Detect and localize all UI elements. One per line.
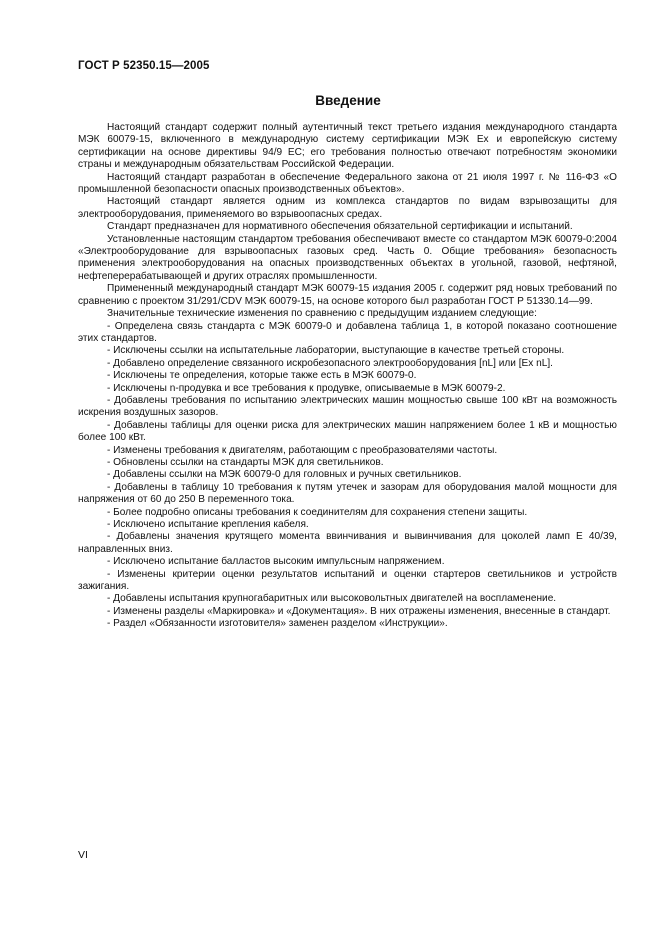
list-item: - Изменены разделы «Маркировка» и «Документация». В них отражены изменения, внесенные в стандарт. (107, 605, 611, 617)
list-item: - Добавлены требования по испытанию электрических машин мощностью свыше 100 кВт на возможность искрения воздушных зазоров. (78, 394, 617, 419)
paragraph: Настоящий стандарт является одним из комплекса стандартов по видам взрывозащиты для электрооборудования, применяемого во взрывоопасных средах. (78, 196, 617, 220)
paragraph: Стандарт предназначен для нормативного обеспечения обязательной сертификации и испытаний. (107, 221, 573, 233)
section-title: Введение (315, 93, 381, 108)
list-item: - Исключены ссылки на испытательные лаборатории, выступающие в качестве третьей стороны. (107, 345, 565, 357)
list-item: - Обновлены ссылки на стандарты МЭК для светильников. (107, 456, 384, 468)
paragraph: Настоящий стандарт содержит полный аутентичный текст третьего издания международного стандарта МЭК 60079-15, включенного в международную систему сертификации МЭК Ex и европейскую систему сертификации на основе директивы 94/9 EC; его требования полностью отвечают потребностям экономики страны и международным обязательствам Российской Федерации. (78, 122, 617, 171)
paragraph: Установленные настоящим стандартом требования обеспечивают вместе со стандартом МЭК 60079-0:2004 «Электрооборудование для взрывоопасных газовых сред. Часть 0. Общие требования» безопасность применения электрооборудования на опасных производственных объектах в угольной, газовой, нефтяной, нефтеперерабатывающей и других отраслях промышленности. (78, 233, 617, 282)
document-body (78, 122, 617, 631)
list-item: - Добавлены испытания крупногабаритных или высоковольтных двигателей на воспламенение. (107, 593, 557, 605)
list-item: - Добавлены значения крутящего момента ввинчивания и вывинчивания для цоколей ламп Е 40/39, направленных вниз. (78, 531, 617, 555)
list-item: - Исключено испытание балластов высоким импульсным напряжением. (107, 556, 445, 568)
list-item: - Определена связь стандарта с МЭК 60079-0 и добавлена таблица 1, в которой показано соотношение этих стандартов. (78, 320, 617, 344)
page-number: VI (78, 849, 88, 861)
paragraph: Настоящий стандарт разработан в обеспечение Федерального закона от 21 июля 1997 г. № 116-ФЗ «О промышленной безопасности опасных производственных объектов». (78, 171, 617, 196)
list-item: - Раздел «Обязанности изготовителя» заменен разделом «Инструкции». (107, 618, 448, 630)
document-header: ГОСТ Р 52350.15—2005 (78, 60, 210, 72)
list-item: - Более подробно описаны требования к соединителям для сохранения степени защиты. (107, 506, 528, 518)
list-item: - Исключено испытание крепления кабеля. (107, 519, 309, 530)
list-item: - Добавлены в таблицу 10 требования к путям утечек и зазорам для оборудования малой мощности для напряжения от 60 до 250 В переменного тока. (78, 481, 617, 506)
list-item: - Добавлено определение связанного искробезопасного электрооборудования [nL] или [Ex nL]. (107, 357, 553, 369)
list-item: - Добавлены ссылки на МЭК 60079-0 для головных и ручных светильников. (107, 469, 462, 481)
list-item: - Исключены те определения, которые также есть в МЭК 60079-0. (107, 370, 417, 382)
list-item: - Добавлены таблицы для оценки риска для электрических машин напряжением более 1 кВ и мощностью более 100 кВт. (78, 419, 617, 444)
list-item: - Изменены критерии оценки результатов испытаний и оценки стартеров светильников и устройств зажигания. (78, 568, 617, 593)
list-item: - Исключены n-продувка и все требования к продувке, описываемые в МЭК 60079-2. (107, 382, 506, 394)
list-item: - Изменены требования к двигателям, работающим с преобразователями частоты. (107, 444, 498, 456)
paragraph: Примененный международный стандарт МЭК 60079-15 издания 2005 г. содержит ряд новых требований по сравнению с проектом 31/291/CDV МЭК 60079-15, на основе которого был разработан ГОСТ Р 51330.14—99. (78, 283, 617, 307)
paragraph: Значительные технические изменения по сравнению с предыдущим изданием следующие: (107, 308, 537, 320)
